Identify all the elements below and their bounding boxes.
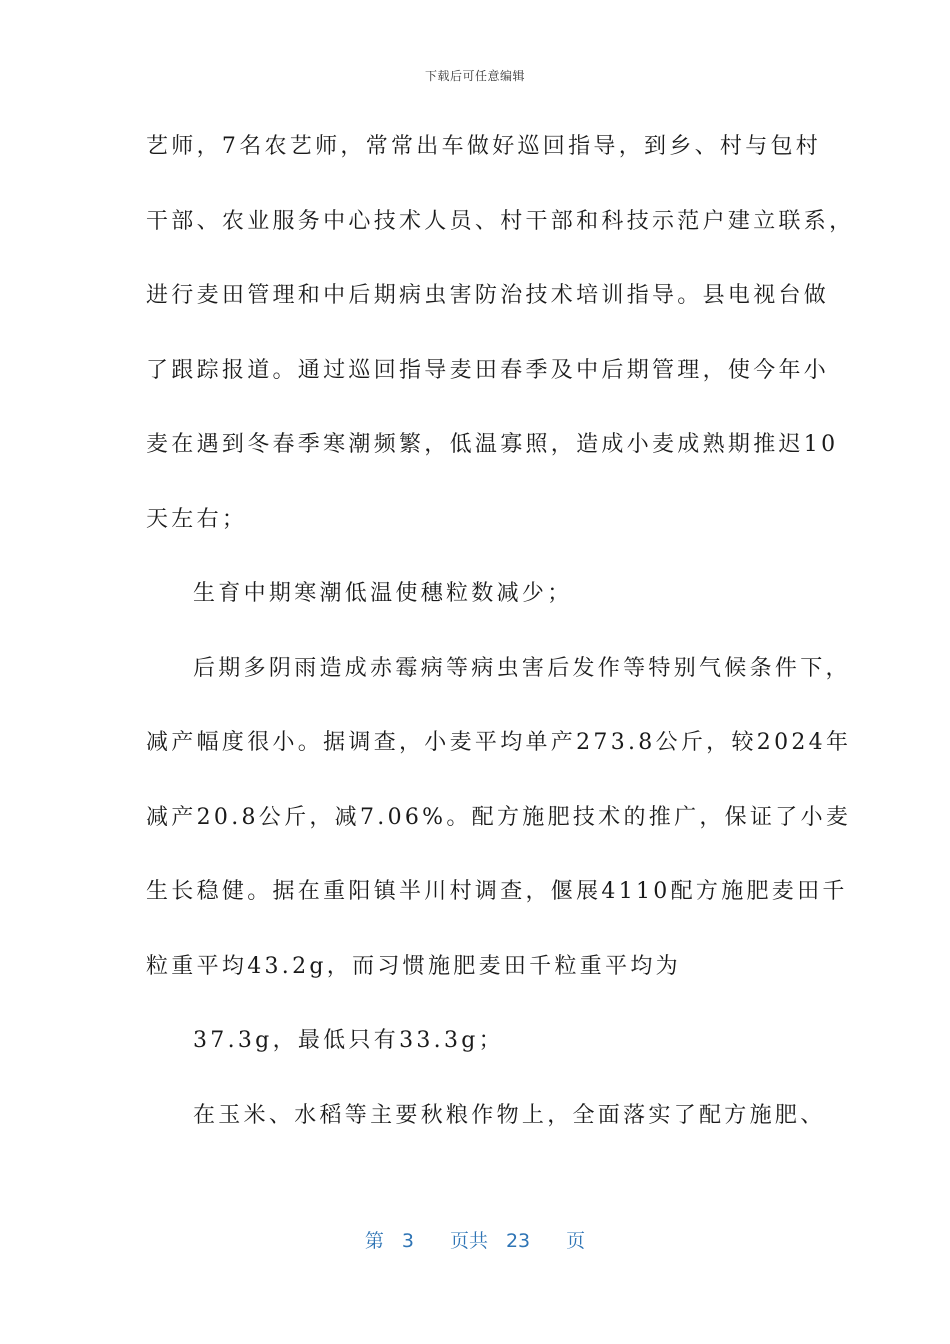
text-line-6: 天左右； bbox=[146, 506, 248, 532]
text-line-7: 生育中期寒潮低温使穗粒数减少； bbox=[193, 581, 573, 606]
text-line-14: 在玉米、水稻等主要秋粮作物上，全面落实了配方施肥、 bbox=[193, 1102, 826, 1128]
text-line-12: 粒重平均43.2g，而习惯施肥麦田千粒重平均为 bbox=[146, 953, 681, 979]
page-footer bbox=[0, 1226, 950, 1253]
text-line-9: 减产幅度很小。据调查，小麦平均单产273.8公斤，较2024年 bbox=[146, 730, 852, 755]
text-line-3: 进行麦田管理和中后期病虫害防治技术培训指导。县电视台做 bbox=[146, 283, 830, 308]
text-line-2: 干部、农业服务中心技术人员、村干部和科技示范户建立联系， bbox=[146, 208, 855, 234]
body-text bbox=[146, 128, 855, 1171]
text-line-1: 艺师，7名农艺师，常常出车做好巡回指导，到乡、村与包村 bbox=[146, 134, 822, 159]
footer-page-number: 3 bbox=[401, 1230, 414, 1252]
text-line-10: 减产20.8公斤，减7.06%。配方施肥技术的推广，保证了小麦 bbox=[146, 804, 852, 830]
footer-middle: 页共 bbox=[449, 1230, 488, 1252]
header-note: 下载后可任意编辑 bbox=[424, 69, 525, 83]
footer-suffix: 页 bbox=[566, 1230, 586, 1252]
text-line-13: 37.3g，最低只有33.3g； bbox=[193, 1028, 504, 1053]
footer-prefix: 第 bbox=[364, 1230, 384, 1252]
text-line-11: 生长稳健。据在重阳镇半川村调查，偃展4110配方施肥麦田千 bbox=[146, 879, 848, 904]
text-line-4: 了跟踪报道。通过巡回指导麦田春季及中后期管理，使今年小 bbox=[146, 357, 830, 383]
footer-total-pages: 23 bbox=[505, 1230, 531, 1252]
text-line-8: 后期多阴雨造成赤霉病等病虫害后发作等特别气候条件下， bbox=[193, 655, 851, 681]
text-line-5: 麦在遇到冬春季寒潮频繁，低温寡照，造成小麦成熟期推迟10 bbox=[146, 432, 839, 457]
